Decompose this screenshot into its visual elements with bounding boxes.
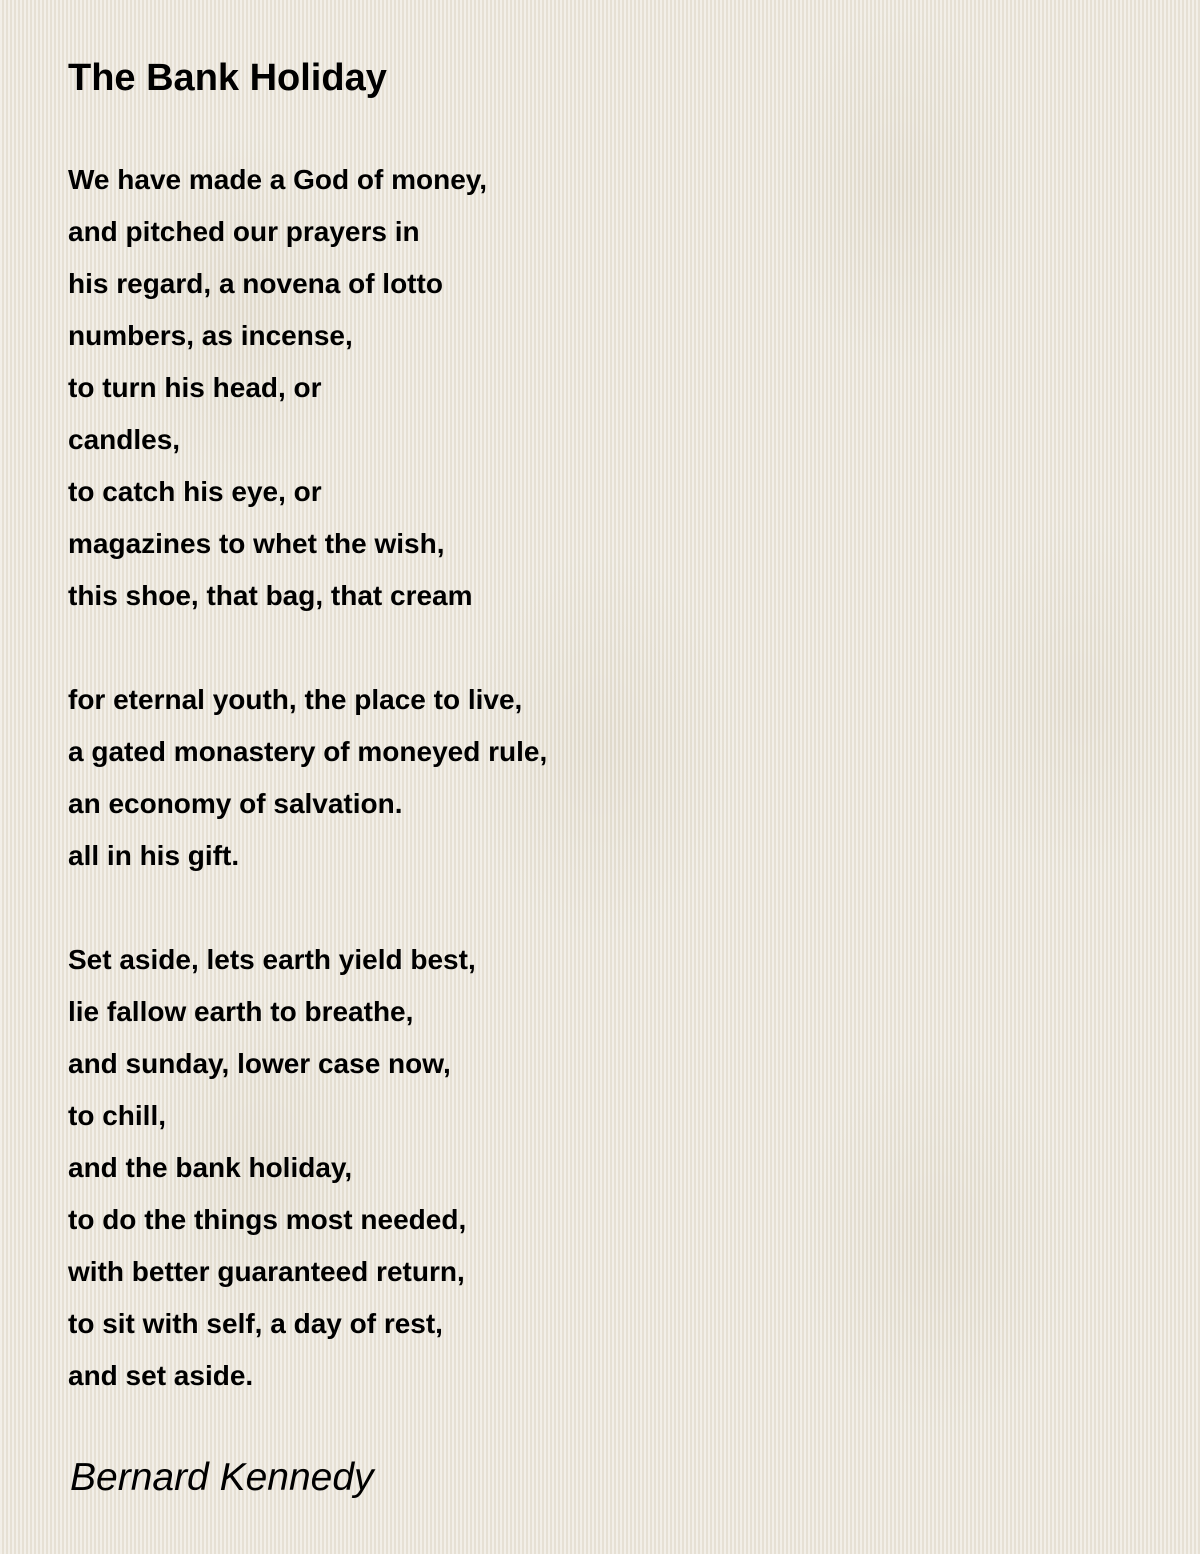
poem-line: lie fallow earth to breathe, bbox=[68, 996, 414, 1027]
poem-line: and the bank holiday, bbox=[68, 1152, 353, 1183]
poem-line: to do the things most needed, bbox=[68, 1204, 467, 1235]
stanza-1 bbox=[68, 154, 547, 622]
poem-title: The Bank Holiday bbox=[68, 57, 387, 99]
poem-line: to catch his eye, or bbox=[68, 476, 322, 507]
poem-line: a gated monastery of moneyed rule, bbox=[68, 736, 548, 767]
poem-line: candles, bbox=[68, 424, 181, 455]
poem-line: an economy of salvation. bbox=[68, 788, 403, 819]
poem-line: to chill, bbox=[68, 1100, 166, 1131]
poem-line: this shoe, that bag, that cream bbox=[68, 580, 473, 611]
poem-line: magazines to whet the wish, bbox=[68, 528, 445, 559]
poem-line: for eternal youth, the place to live, bbox=[68, 684, 523, 715]
poem-line: to sit with self, a day of rest, bbox=[68, 1308, 443, 1339]
poem-line: numbers, as incense, bbox=[68, 320, 353, 351]
poem-line: Set aside, lets earth yield best, bbox=[68, 944, 476, 975]
stanza-2 bbox=[68, 674, 547, 882]
poem-line: all in his gift. bbox=[68, 840, 240, 871]
poem-line: to turn his head, or bbox=[68, 372, 322, 403]
poem-line: We have made a God of money, bbox=[68, 164, 488, 195]
stanza-3 bbox=[68, 934, 547, 1402]
poem-line: and pitched our prayers in bbox=[68, 216, 420, 247]
poem-body bbox=[68, 154, 547, 1454]
poem-author: Bernard Kennedy bbox=[70, 1456, 374, 1499]
poem-line: with better guaranteed return, bbox=[68, 1256, 465, 1287]
poem-line: and sunday, lower case now, bbox=[68, 1048, 451, 1079]
poem-line: his regard, a novena of lotto bbox=[68, 268, 443, 299]
poem-line: and set aside. bbox=[68, 1360, 254, 1391]
